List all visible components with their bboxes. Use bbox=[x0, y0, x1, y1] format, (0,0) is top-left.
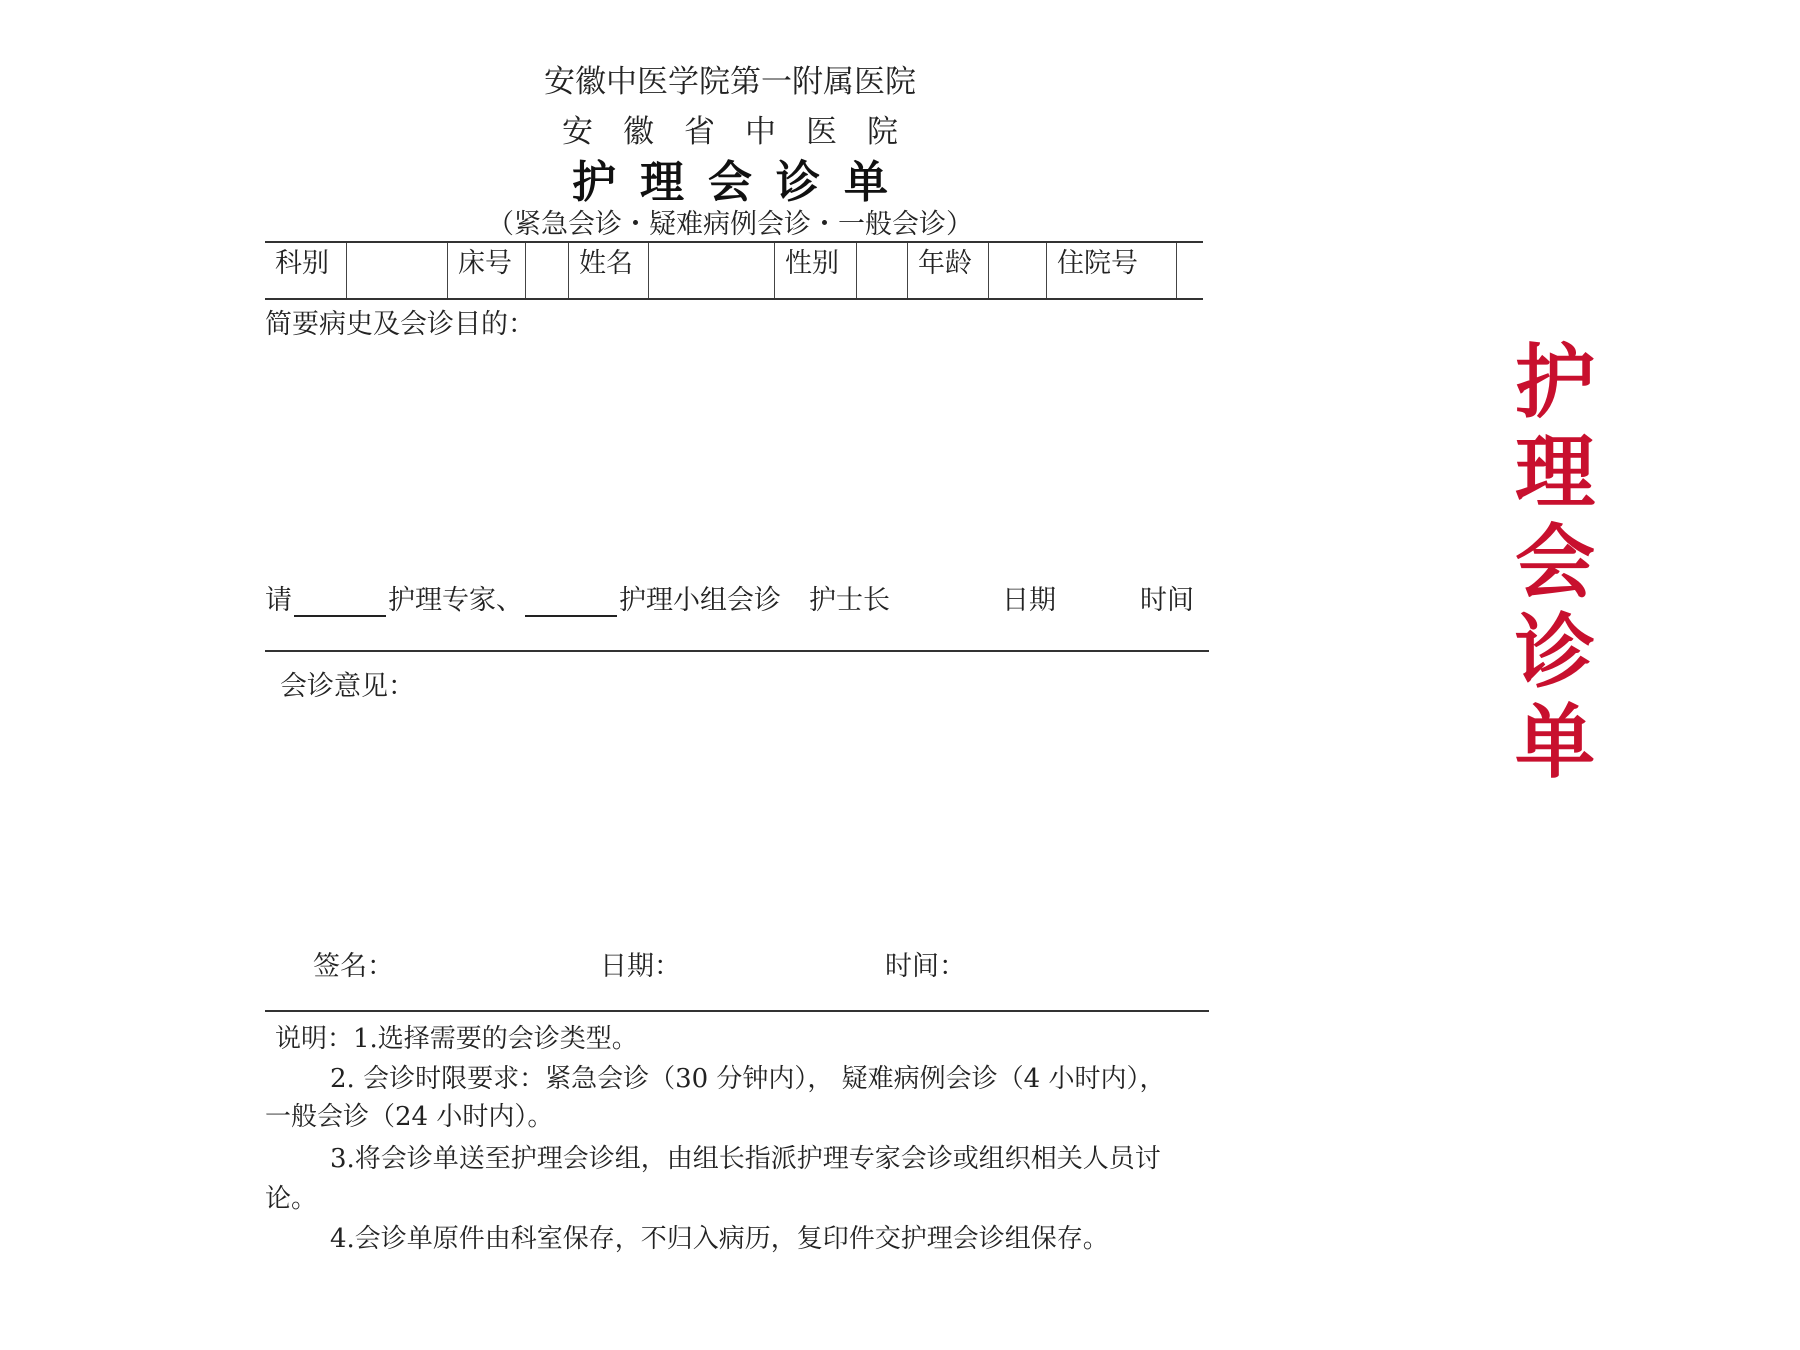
side-title-char: 会 bbox=[1515, 516, 1595, 609]
note-line-2a: 2. 会诊时限要求：紧急会诊（30 分钟内）， 疑难病例会诊（4 小时内）， bbox=[330, 1064, 1166, 1094]
label-name: 姓名 bbox=[568, 243, 648, 298]
divider-2 bbox=[265, 1010, 1209, 1012]
bed-number-field[interactable] bbox=[525, 243, 568, 298]
label-department: 科别 bbox=[275, 248, 329, 279]
hospital-name-line2: 安徽省中医院 bbox=[562, 114, 928, 150]
age-field[interactable] bbox=[988, 243, 1046, 298]
side-title-char: 诊 bbox=[1515, 606, 1595, 699]
gender-field[interactable] bbox=[856, 243, 907, 298]
label-age: 年龄 bbox=[907, 243, 988, 298]
note-line-3a: 3.将会诊单送至护理会诊组，由组长指派护理专家会诊或组织相关人员讨 bbox=[330, 1144, 1161, 1174]
admission-number-field[interactable] bbox=[1176, 243, 1203, 298]
patient-info-table bbox=[265, 241, 1203, 300]
consult-type-options: （紧急会诊・疑难病例会诊・一般会诊） bbox=[487, 209, 973, 240]
note-line-4: 4.会诊单原件由科室保存，不归入病历，复印件交护理会诊组保存。 bbox=[330, 1224, 1109, 1254]
side-title-char: 理 bbox=[1515, 426, 1595, 519]
opinion-area[interactable] bbox=[265, 705, 1203, 935]
form-title: 护理会诊单 bbox=[572, 157, 912, 208]
expert-count-blank[interactable] bbox=[294, 589, 386, 617]
expert-label: 护理专家、 bbox=[388, 585, 523, 616]
department-field[interactable] bbox=[346, 243, 447, 298]
request-time-label: 时间 bbox=[1140, 585, 1194, 616]
head-nurse-label: 护士长 bbox=[809, 585, 890, 616]
divider-1 bbox=[265, 650, 1209, 652]
note-line-3b: 论。 bbox=[265, 1184, 318, 1214]
group-count-blank[interactable] bbox=[525, 589, 617, 617]
opinion-time-label: 时间： bbox=[885, 951, 966, 982]
label-admission-number: 住院号 bbox=[1046, 243, 1176, 298]
label-gender: 性别 bbox=[774, 243, 856, 298]
name-field[interactable] bbox=[648, 243, 774, 298]
label-bed-number: 床号 bbox=[447, 243, 525, 298]
history-label: 简要病史及会诊目的： bbox=[265, 309, 535, 340]
note-line-2b: 一般会诊（24 小时内）。 bbox=[265, 1102, 554, 1132]
side-title-char: 护 bbox=[1515, 336, 1595, 429]
group-label: 护理小组会诊 bbox=[619, 585, 781, 616]
request-date-label: 日期 bbox=[1002, 585, 1056, 616]
side-title-vertical bbox=[1505, 338, 1605, 788]
opinion-date-label: 日期： bbox=[600, 951, 681, 982]
history-area[interactable] bbox=[265, 345, 1203, 565]
side-title-char: 单 bbox=[1515, 696, 1595, 789]
request-line bbox=[265, 578, 1225, 617]
signature-label: 签名： bbox=[313, 951, 394, 982]
opinion-label: 会诊意见： bbox=[280, 671, 415, 702]
note-line-1: 说明：1.选择需要的会诊类型。 bbox=[275, 1024, 638, 1054]
hospital-name-line1: 安徽中医学院第一附属医院 bbox=[544, 64, 916, 100]
request-prefix: 请 bbox=[265, 585, 292, 616]
